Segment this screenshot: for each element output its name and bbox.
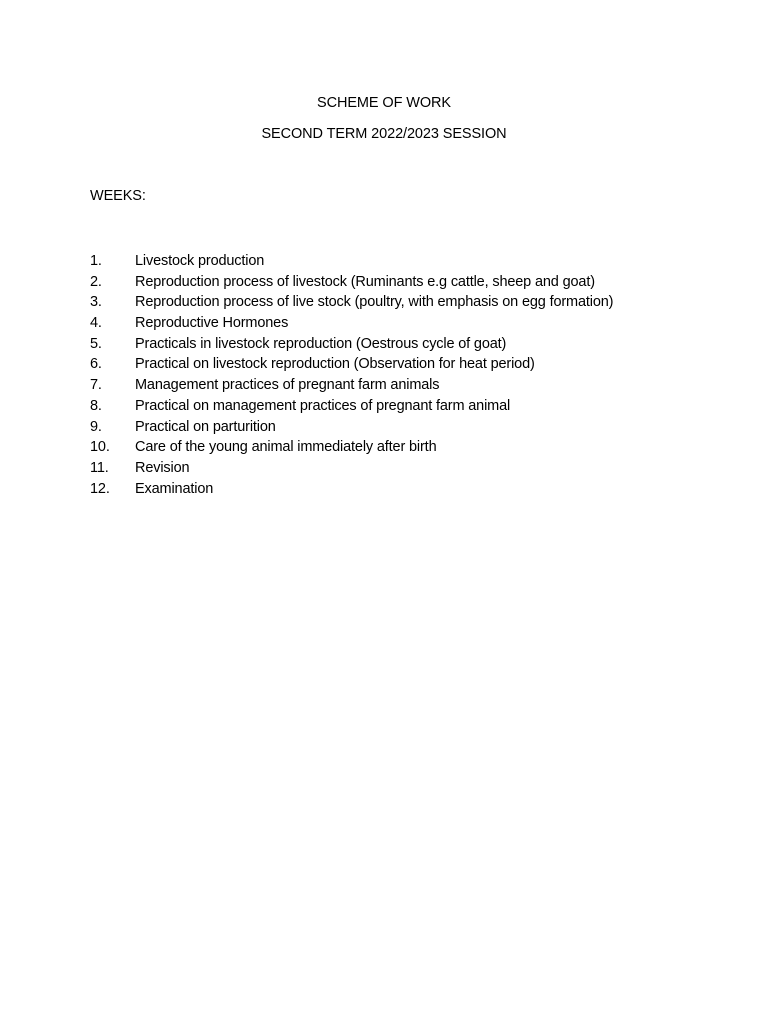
list-item: [90, 375, 613, 396]
week-topic: Practicals in livestock reproduction (Oestrous cycle of goat): [135, 335, 507, 352]
week-topic: Reproduction process of live stock (poultry, with emphasis on egg formation): [135, 294, 614, 311]
week-number: 5.: [90, 335, 102, 352]
list-item: [90, 479, 613, 500]
document-title: SCHEME OF WORK: [317, 95, 451, 111]
week-topic: Practical on parturition: [135, 418, 276, 435]
week-number: 11.: [90, 459, 109, 476]
week-topic: Examination: [135, 480, 214, 497]
week-number: 2.: [90, 273, 102, 290]
list-item: [90, 354, 613, 375]
week-number: 12.: [90, 480, 110, 497]
week-number: 1.: [90, 253, 102, 269]
week-number: 8.: [90, 397, 102, 414]
list-item: [90, 334, 613, 355]
list-item: [90, 292, 613, 313]
week-number: 7.: [90, 377, 102, 394]
weeks-list: [90, 251, 613, 499]
list-item: [90, 396, 613, 417]
document-subtitle: SECOND TERM 2022/2023 SESSION: [261, 126, 507, 142]
week-topic: Reproduction process of livestock (Ruminants e.g cattle, sheep and goat): [135, 273, 595, 290]
week-number: 6.: [90, 356, 102, 373]
week-topic: Reproductive Hormones: [135, 315, 289, 332]
week-topic: Livestock production: [135, 253, 265, 269]
week-number: 3.: [90, 294, 102, 311]
weeks-label: WEEKS:: [90, 188, 146, 204]
week-topic: Revision: [135, 459, 190, 476]
week-topic: Care of the young animal immediately after birth: [135, 439, 437, 456]
week-topic: Practical on management practices of pregnant farm animal: [135, 397, 511, 414]
list-item: [90, 417, 613, 438]
list-item: [90, 251, 613, 272]
list-item: [90, 313, 613, 334]
list-item: [90, 458, 613, 479]
list-item: [90, 272, 613, 293]
list-item: [90, 437, 613, 458]
week-number: 4.: [90, 315, 102, 332]
week-number: 9.: [90, 418, 102, 435]
week-number: 10.: [90, 439, 110, 456]
week-topic: Management practices of pregnant farm animals: [135, 377, 440, 394]
week-topic: Practical on livestock reproduction (Observation for heat period): [135, 356, 535, 373]
